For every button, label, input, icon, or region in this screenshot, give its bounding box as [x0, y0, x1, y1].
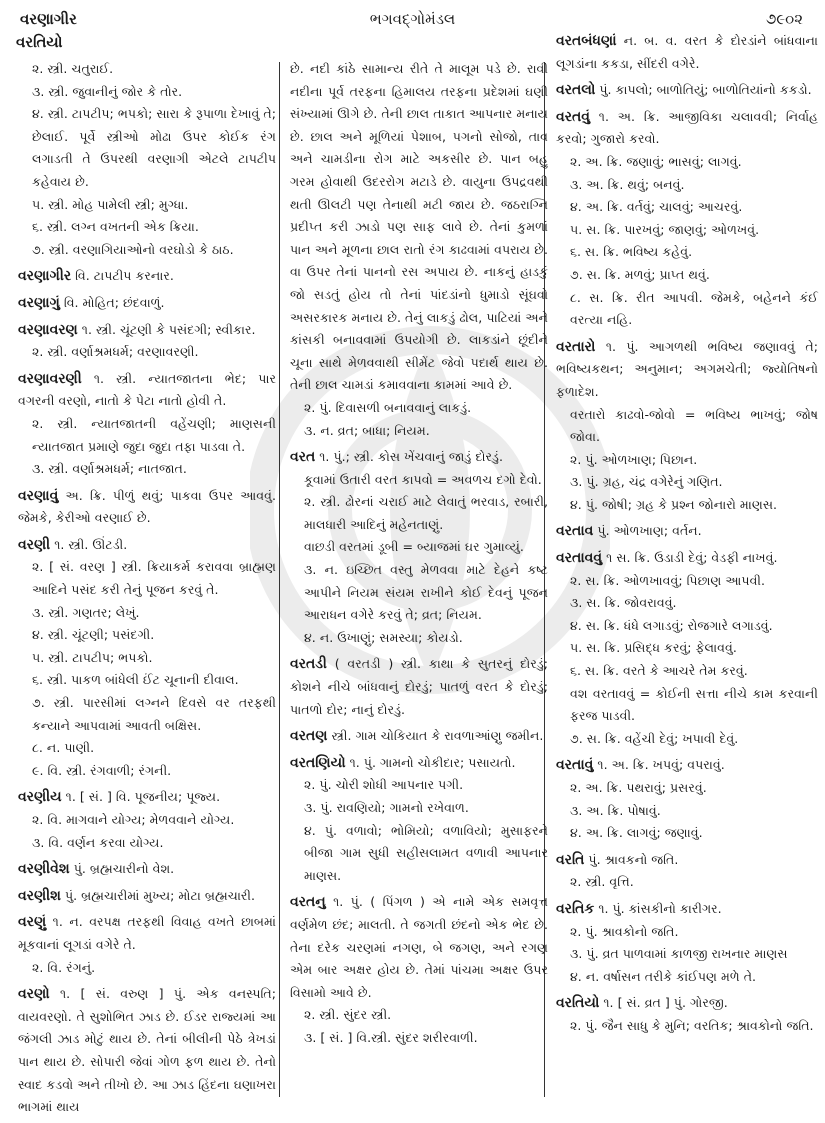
definition-text: પું. કાપલો; બાળોતિયું; બાળોતિયાંનો કકડો.: [599, 82, 812, 98]
column-2: [290, 58, 548, 1054]
definition-text: ૨. વિ. માગવાને યોગ્ય; મેળવવાને યોગ્ય.: [32, 812, 235, 827]
definition-line: [18, 58, 276, 81]
definition-text: ૨. સ. ક્રિ. ઓળખાવવું; પિછાણ આપવી.: [570, 572, 766, 588]
definition-text: ૭. સ. ક્રિ. મળવું; પ્રાપ્ત થવું.: [570, 266, 710, 282]
page-number: ૭૯૦૨: [765, 10, 803, 28]
definition-line: [290, 627, 548, 650]
definition-text: ૩. ન. વ્રત; બાધા; નિયમ.: [304, 422, 430, 438]
definition-line: [556, 943, 818, 966]
definition-text: વશ વરતાવવું = કોઈની સત્તા નીચે કામ કરવાની ફરજ પાડવી.: [570, 685, 818, 724]
headword: વરતવું: [556, 108, 590, 125]
definition-text: ૯. વિ. સ્ત્રી. રંગવાળી; રંગની.: [32, 762, 172, 778]
definition-line: [18, 103, 276, 193]
definition-line: [18, 368, 276, 413]
definition-text: ૪. સ. ક્રિ. ધંધે લગાડવું; રોજગારે લગાડવું.: [570, 617, 773, 633]
definition-line: [290, 774, 548, 797]
dictionary-entry: [18, 485, 276, 530]
headword: વરણાગીર: [18, 268, 72, 285]
definition-line: [290, 725, 548, 748]
definition-text: ૫. સ્ત્રી. ટાપટીપ; ભપકો.: [32, 649, 153, 665]
dictionary-entry: [290, 653, 548, 721]
definition-text: ૨. પું. ચોરી શોધી આપનાર પગી.: [304, 777, 464, 793]
definition-line: [18, 786, 276, 809]
definition-text: ૪. અ. ક્રિ. વર્તવું; ચાલવું; આચરવું.: [570, 199, 743, 215]
definition-line: [18, 624, 276, 647]
headword: વરણીવેશ: [18, 861, 70, 878]
definition-text: ૨. વિ. રંગનું.: [32, 959, 96, 975]
definition-text: ૨. સ્ત્રી. ચતુરાઈ.: [32, 61, 114, 76]
column-3: [556, 30, 818, 1042]
definition-line: [18, 669, 276, 692]
definition-text: ૫. સ્ત્રી. મોહ પામેલી સ્ત્રી; મુગ્ધા.: [32, 196, 189, 212]
headword: વરતિક: [556, 900, 595, 917]
definition-text: ૩. અ. ક્રિ. પોષાવું.: [570, 802, 661, 818]
definition-line: [556, 30, 818, 75]
definition-text: ૪. પું. વળાવો; ભોમિયો; વળાવિયો; મુસાફરને બીજા ગામ સુધી સહીસલામત વળાવી આપનાર માણસ.: [304, 822, 548, 883]
definition-text: ૨. અ. ક્રિ. પથરાવું; પ્રસરવું.: [570, 780, 707, 795]
headword: વરણાગું: [18, 294, 60, 311]
headword: વરતાવું: [556, 757, 594, 774]
definition-text: ૧. [ સં. વ્રત ] પું. ગોરજી.: [603, 995, 728, 1011]
definition-line: [556, 570, 818, 593]
definition-line: [18, 983, 276, 1119]
definition-line: [290, 797, 548, 820]
definition-text: ૬. સ. ક્રિ. વરતે કે આચરે તેમ કરવું.: [570, 663, 748, 679]
dictionary-entry: [18, 885, 276, 908]
definition-line: [556, 174, 818, 197]
dictionary-entry: [556, 849, 818, 894]
definition-line: [556, 471, 818, 494]
definition-line: [556, 547, 818, 570]
definition-line: [18, 957, 276, 980]
definition-line: [556, 728, 818, 751]
definition-line: [18, 239, 276, 262]
definition-text: ૮. સ. ક્રિ. રીત આપવી. જેમકે, બહેનને કંઈ વરત્યા નહિ.: [570, 289, 818, 328]
definition-text: ૪. ન. વર્ષાસન તરીકે કાંઈપણ મળે તે.: [570, 968, 757, 984]
definition-line: [556, 1015, 818, 1038]
column-1: [18, 58, 276, 1123]
definition-line: [290, 752, 548, 775]
definition-line: [556, 336, 818, 404]
definition-line: [18, 458, 276, 481]
definition-text: વાછડી વરતમાં ડૂબી = બ્યાજમાં ઘર ગુમાવ્યું.: [304, 539, 524, 555]
definition-text: કૂવામાં ઉતારી વરત કાપવો = અવળચ દગો દેવો.: [304, 471, 542, 487]
dictionary-columns: [0, 33, 825, 1115]
dictionary-entry: [556, 520, 818, 543]
dictionary-entry: [556, 30, 818, 75]
definition-line: [18, 81, 276, 104]
definition-text: પું. બ્રહ્મચારીનો વેશ.: [73, 861, 175, 877]
definition-text: ૧. ન. વરપક્ષ તરફથી વિવાહ વખતે છાબમાં મૂકવાનાં લૂગડાં વગેરે તે.: [18, 914, 276, 952]
definition-text: પું. ઓળખાણ; વર્તન.: [597, 523, 702, 539]
definition-line: [18, 809, 276, 832]
definition-text: પું. બ્રહ્મચારીમાં મુખ્ય; મોટા બ્રહ્મચારી.: [64, 887, 256, 903]
definition-line: [290, 469, 548, 492]
definition-text: ૧. પું. ( પિંગળ ) એ નામે એક સમવૃત્ત વર્ણમેળ છંદ; માલતી. તે જગતી છંદનો એક ભેદ છે. તેના દરેક ચરણમાં નગણ, બે જગણ, અને રગણ એમ બાર અક્ષર હોય છે. તેમાં પાંચમા અક્ષર ઉપર વિસામો આવે છે.: [290, 894, 548, 1000]
definition-text: ( વરતડી ) સ્ત્રી. કાથા કે સુતરનું દોરડું; કોશને નીચે બાંધવાનું દોરડું; પાતળું વરત કે દોરડું; પાતળો દોર; નાનું દોરડું.: [290, 656, 548, 717]
definition-text: ૪. અ. ક્રિ. લાગવું; જણાવું.: [570, 825, 703, 841]
definition-line: [556, 520, 818, 543]
definition-line: [556, 849, 818, 872]
definition-line: [18, 737, 276, 760]
definition-line: [18, 647, 276, 670]
definition-text: પું. શ્રાવકનો જતિ.: [588, 851, 679, 867]
definition-text: ૩. સ્ત્રી. ગણતર; લેખું.: [32, 604, 140, 620]
definition-text: ૫. સ. ક્રિ. પ્રસિદ્ધ કરવું; ફેલાવવું.: [570, 640, 737, 656]
definition-text: ૩. પું. વ્રત પાળવામાં કાળજી રાખનાર માણસ: [570, 946, 788, 962]
dictionary-entry: [18, 534, 276, 783]
definition-line: [556, 800, 818, 823]
left-guideword: વરણાગીર: [20, 10, 77, 28]
definition-line: [290, 491, 548, 536]
dictionary-entry: [556, 336, 818, 517]
headword: વરતિયો: [556, 995, 600, 1012]
headword: વરતાવ: [556, 523, 594, 540]
definition-text: ૧. સ્ત્રી. ન્યાતજાતના ભેદ; પાર વગરની વરણો, નાતો કે પેટા નાતો હોવી તે.: [18, 370, 276, 409]
definition-line: [556, 106, 818, 151]
definition-line: [556, 683, 818, 728]
definition-line: [290, 536, 548, 559]
headword: વરતનુ: [290, 894, 326, 911]
definition-text: ૧ સ. ક્રિ. ઉડાડી દેવું; વેડફી નાખવું.: [606, 550, 778, 566]
headword: વરતારો: [556, 338, 596, 355]
dictionary-entry: [18, 368, 276, 481]
definition-text: ૩. સ્ત્રી. જુવાનીનું જોર કે તોર.: [32, 83, 183, 99]
definition-line: [556, 754, 818, 777]
definition-text: ૩. અ. ક્રિ. થવું; બનવું.: [570, 176, 685, 192]
definition-text: ૧. અ. ક્રિ. ખપવું; વપરાવું.: [597, 757, 725, 773]
definition-text: ૩. પું. ગ્રહ, ચંદ્ર વગેરેનું ગણિત.: [570, 474, 723, 490]
definition-line: [18, 885, 276, 908]
headword: વરણો: [18, 986, 50, 1003]
definition-line: [18, 760, 276, 783]
definition-line: [290, 1027, 548, 1050]
headword: વરણી: [18, 536, 51, 553]
definition-line: [556, 592, 818, 615]
definition-text: ન. બ. વ. વરત કે દોરડાંને બાંધવાના લૂગડાંના કકડા, સીંદરી વગેરે.: [556, 33, 818, 71]
definition-text: ૩. ન. ઇચ્છિત વસ્તુ મેળવવા માટે દેહને કષ્ટ આપીને નિયમ સંયમ રાખીને કોઈ દેવનું પૂજન આરાધન વગેરે કરવું તે; વ્રત; નિયમ.: [304, 562, 548, 623]
dictionary-entry: [290, 446, 548, 649]
definition-line: [290, 58, 548, 397]
definition-line: [556, 494, 818, 517]
definition-text: ૮. ન. પાણી.: [32, 740, 95, 756]
definition-text: ૨. [ સં. વરણ ] સ્ત્રી. ક્રિયાકર્મ કરાવવા બ્રાહ્મણ આદિને પસંદ કરી તેનું પૂજન કરવું તે.: [32, 559, 276, 598]
definition-line: [290, 891, 548, 1004]
definition-line: [290, 397, 548, 420]
definition-line: [556, 219, 818, 242]
definition-text: ૨. સ્ત્રી. ઢોરનાં ચરાઈ માટે લેવાતું ભરવાડ, રબારી, માલધારી આદિનું મહેનતાણું.: [304, 494, 548, 532]
dictionary-entry: [556, 106, 818, 332]
definition-text: ૭. સ્ત્રી. વરણાગિયાઓનો વરઘોડો કે ઠાઠ.: [32, 241, 234, 257]
definition-text: ૨. સ્ત્રી. સુંદર સ્ત્રી.: [304, 1007, 392, 1023]
definition-text: ૪. ન. ઉખાણું; સમસ્યા; કોયડો.: [304, 629, 463, 645]
headword: વરતણિયો: [290, 754, 346, 771]
definition-line: [556, 777, 818, 800]
definition-text: ૧. અ. ક્રિ. આજીવિકા ચલાવવી; નિર્વાહ કરવો; ગુજારો કરવો.: [556, 108, 818, 147]
definition-text: અ. ક્રિ. પીળું થવું; પાકવા ઉપર આવવું. જેમકે, કેરીઓ વરણાઈ છે.: [18, 487, 276, 526]
headword: વરણું: [18, 914, 47, 931]
definition-line: [18, 194, 276, 217]
definition-text: ૬. સ. ક્રિ. ભવિષ્ય કહેવું.: [570, 244, 693, 260]
definition-text: ૭. સ્ત્રી. પારસીમાં લગ્નને દિવસે વર તરફથી કન્યાને આપવામાં આવતી બક્ષિસ.: [32, 695, 276, 733]
dictionary-entry: [556, 992, 818, 1037]
definition-text: ૩. [ સં. ] વિ.સ્ત્રી. સુંદર શરીરવાળી.: [304, 1029, 478, 1045]
headword: વરતણ: [290, 728, 328, 745]
headword: વરતડી: [290, 656, 327, 673]
headword: વરણીય: [18, 789, 62, 806]
dictionary-entry: [556, 898, 818, 988]
definition-line: [18, 911, 276, 956]
definition-text: વરતારો કાઢવો-જોવો = ભવિષ્ય ભાખવું; જોષ જોવા.: [570, 406, 818, 445]
definition-text: ૧. પું. કાંસકીનો કારીગર.: [598, 900, 722, 916]
definition-text: ૨. પું. દિવાસળી બનાવવાનું લાકડું.: [304, 399, 472, 415]
dictionary-entry: [18, 319, 276, 364]
dictionary-entry: [18, 292, 276, 315]
definition-line: [556, 196, 818, 219]
definition-line: [556, 449, 818, 472]
definition-line: [18, 485, 276, 530]
definition-line: [556, 241, 818, 264]
book-title: ભગવદ્ગોમંડલ: [369, 10, 456, 28]
definition-line: [556, 871, 818, 894]
definition-text: ૩. સ. ક્રિ. જોવરાવવું.: [570, 595, 677, 611]
definition-text: સ્ત્રી. ગામ ચોકિયાત કે રાવળાઆંણુ જમીન.: [331, 728, 544, 744]
definition-text: ૧. પું. ગામનો ચોકીદાર; પસાયતો.: [349, 754, 516, 770]
dictionary-entry: [290, 58, 548, 442]
dictionary-entry: [18, 911, 276, 979]
definition-line: [556, 264, 818, 287]
definition-line: [290, 559, 548, 627]
definition-line: [18, 265, 276, 288]
definition-line: [18, 858, 276, 881]
dictionary-entry: [290, 891, 548, 1049]
headword: વરત: [290, 449, 316, 466]
headword: વરણીશ: [18, 887, 61, 904]
dictionary-entry: [556, 79, 818, 102]
headword: વરણાવું: [18, 487, 59, 504]
definition-text: ૨. સ્ત્રી. વર્ણાશ્રમધર્મ; વરણાવરણી.: [32, 344, 199, 360]
definition-text: ૧. સ્ત્રી. ચૂંટણી કે પસંદગી; સ્વીકાર.: [81, 321, 256, 337]
definition-line: [290, 820, 548, 888]
dictionary-entry: [18, 265, 276, 288]
dictionary-entry: [18, 786, 276, 854]
definition-text: ૩. પું. રાવણિયો; ગામનો રખેવાળ.: [304, 800, 469, 815]
definition-line: [556, 79, 818, 102]
definition-text: ૪. પું. જોષી; ગ્રહ કે પ્રશ્ન જોનારો માણસ.: [570, 496, 778, 512]
definition-line: [18, 832, 276, 855]
headword: વરતિ: [556, 851, 585, 868]
definition-text: ૪. સ્ત્રી. ટાપટીપ; ભપકો; સારા કે રૂપાળા દેખાવું તે; છેલાઈ. પૂર્વે સ્ત્રીઓ મોઢા ઉપર કોઈક રંગ લગાડતી તે ઉપરથી વરણાગી એટલે ટાપટીપ કહેવાય છે.: [32, 106, 276, 189]
headword: વરતલો: [556, 82, 596, 99]
definition-text: ૨. પું. ઓળખાણ; પિછાન.: [570, 451, 698, 467]
headword: વરણાવરણી: [18, 370, 82, 387]
right-guideword: વરતિયો: [16, 33, 63, 51]
dictionary-entry: [556, 547, 818, 750]
definition-text: ૬. સ્ત્રી. પાકળ બાંધેલી ઈંટ ચૂનાની દીવાલ.: [32, 672, 239, 688]
definition-text: ૨. સ્ત્રી. ન્યાતજાતની વહેંચણી; માણસની ન્યાતજાત પ્રમાણે જુદા જુદા તફા પાડવા તે.: [32, 415, 276, 454]
definition-line: [556, 660, 818, 683]
definition-text: ૨. પું. જૈન સાધુ કે મુનિ; વરતિક; શ્રાવકોનો જતિ.: [570, 1017, 814, 1033]
dictionary-entry: [18, 983, 276, 1119]
definition-text: ૫. સ. ક્રિ. પારખવું; જાણવું; ઓળખવું.: [570, 221, 760, 237]
definition-line: [18, 692, 276, 737]
definition-line: [556, 992, 818, 1015]
dictionary-entry: [290, 725, 548, 748]
definition-text: વિ. ટાપટીપ કરનાર.: [75, 268, 174, 284]
definition-text: ૧. [ સં. વરુણ ] પું. એક વનસ્પતિ; વાયવરણો. તે સુશોભિત ઝાડ છે. ઈડર રાજ્યમાં આ જંગલી ઝાડ મોટું થાય છે. તેનાં બીલીની પેઠે ત્રેખડાં પાન થાય છે. સોપારી જેવાં ગોળ ફળ થાય છે. તેનો સ્વાદ કડવો અને તીખો છે. આ ઝાડ હિંદના ઘણાખરા ભાગમાં થાય: [18, 986, 276, 1115]
definition-line: [18, 341, 276, 364]
headword: વરણાવરણ: [18, 321, 78, 338]
definition-line: [556, 615, 818, 638]
definition-line: [18, 534, 276, 557]
definition-line: [18, 319, 276, 342]
headword: વરતબંધણાં: [556, 33, 617, 49]
definition-line: [18, 556, 276, 601]
definition-line: [556, 898, 818, 921]
definition-text: ૨. અ. ક્રિ. જણાવું; ભાસવું; લાગવું.: [570, 153, 742, 169]
dictionary-entry: [556, 754, 818, 844]
definition-line: [18, 413, 276, 458]
definition-line: [556, 921, 818, 944]
definition-line: [556, 637, 818, 660]
headword: વરતાવવું: [556, 550, 603, 567]
definition-text: ૧. પું. આગળથી ભવિષ્ય જણાવવું તે; ભવિષ્યકથન; અનુમાન; અગમચેતી; જ્યોતિષનો ફળાદેશ.: [556, 338, 818, 399]
definition-line: [556, 151, 818, 174]
definition-text: ૩. સ્ત્રી. વર્ણાશ્રમધર્મ; નાતજાત.: [32, 461, 187, 477]
definition-text: ૪. સ્ત્રી. ચૂંટણી; પસંદગી.: [32, 627, 155, 643]
definition-line: [556, 287, 818, 332]
definition-line: [556, 404, 818, 449]
definition-text: ૭. સ. ક્રિ. વહેંચી દેવું; ખપાવી દેવું.: [570, 730, 739, 746]
definition-line: [556, 822, 818, 845]
definition-line: [556, 966, 818, 989]
definition-line: [18, 292, 276, 315]
dictionary-entry: [18, 58, 276, 261]
definition-text: ૧. સ્ત્રી. ઊંટડી.: [54, 536, 128, 552]
definition-line: [290, 446, 548, 469]
definition-text: ૧. પું.; સ્ત્રી. કોસ ખેંચવાનું જાડું દોરડું.: [319, 449, 503, 465]
definition-text: ૬. સ્ત્રી. લગ્ન વખતની એક ક્રિયા.: [32, 219, 199, 235]
definition-text: ૨. સ્ત્રી. વૃત્તિ.: [570, 874, 634, 890]
definition-line: [18, 602, 276, 625]
definition-text: ૧. [ સં. ] વિ. પૂજનીય; પૂજ્ય.: [65, 789, 221, 805]
definition-text: ૨. પું. શ્રાવકોનો જતિ.: [570, 923, 679, 939]
definition-text: ૩. વિ. વર્ણન કરવા યોગ્ય.: [32, 834, 164, 850]
definition-text: વિ. મોહિત; છંદવાળું.: [63, 294, 165, 310]
definition-line: [290, 1004, 548, 1027]
definition-text: છે. નદી કાંઠે સામાન્ય રીતે તે માલૂમ પડે છે. રાવી નદીના પૂર્વ તરફના હિમાલય તરફના પ્રદેશમાં ઘણી સંખ્યામાં ઊગે છે. તેની છાલ તાકાત આપનાર મનાય છે. છાલ અને મૂળિયાં પેશાબ, પગનો સોજો, તાવ અને ચામડીના રોગ માટે અકસીર છે. પાન બહુ ગરમ હોવાથી ઉદરરોગ મટાડે છે. વાયુના ઉપદ્રવથી થતી ઊલટી પણ તેનાથી મટી જાય છે. જઠરાગ્નિ પ્રદીપ્ત કરી ઝાડો પણ સાફ લાવે છે. તેનાં કુમળાં પાન અને મૂળના છાલ રાતો રંગ કાઢવામાં વપરાય છે. વા ઉપર તેનાં પાનનો રસ અપાય છે. નાકનું હાડકું જો સડતું હોય તો તેનાં પાંદડાંનો ધુમાડો સૂંઘવો અસરકારક મનાય છે. તેનું લાકડું ઢોલ, પાટિયાં અને કાંસકી બનાવવામાં ઉપયોગી છે. લાકડાંને છૂંદીને ચૂના સાથે મેળવવાથી સીમેંટ જેવો પદાર્થ થાય છે. તેની છાલ ચામડાં કમાવવાના કામમાં આવે છે.: [290, 61, 548, 393]
definition-line: [18, 216, 276, 239]
dictionary-entry: [290, 752, 548, 888]
dictionary-entry: [18, 858, 276, 881]
definition-line: [290, 653, 548, 721]
definition-line: [290, 420, 548, 443]
